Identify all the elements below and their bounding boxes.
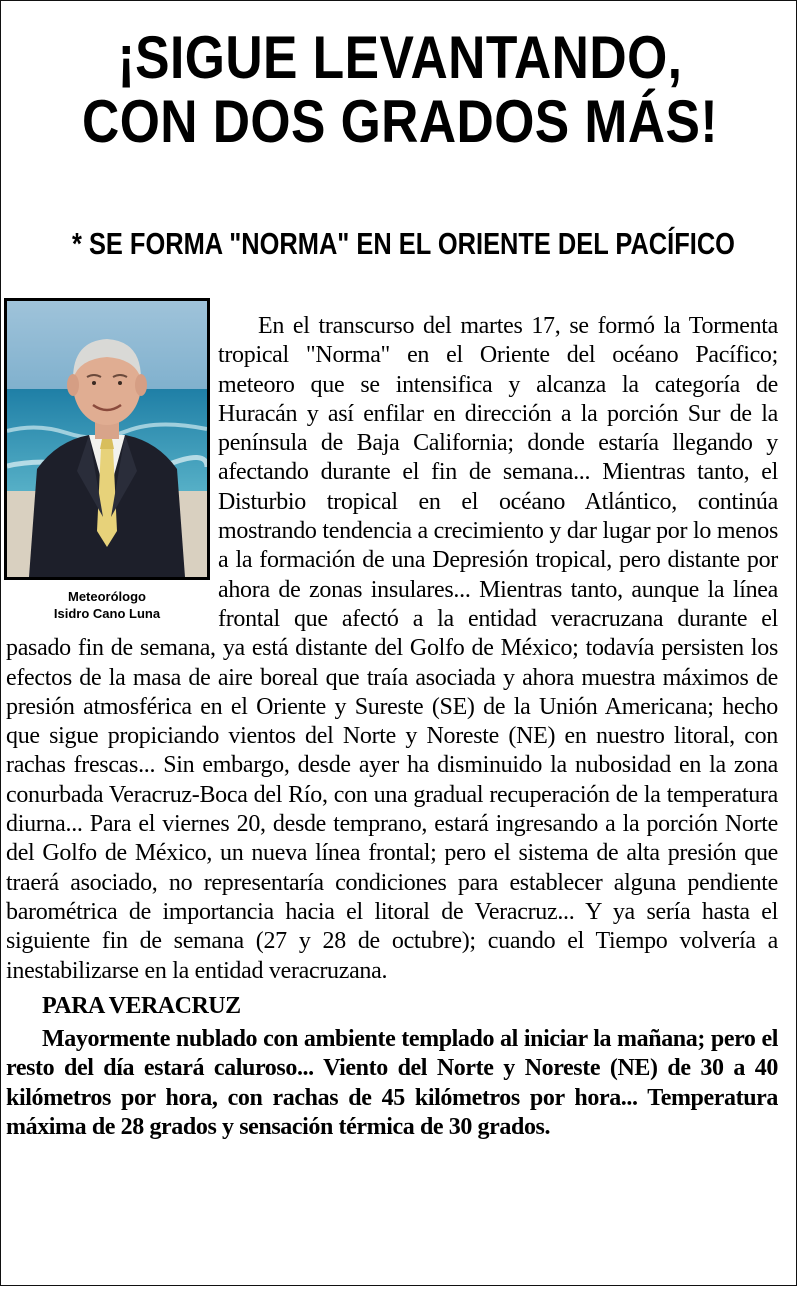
headline xyxy=(56,26,744,154)
article-paragraph: En el transcurso del martes 17, se formó la Tormenta tropical "Norma" en el Oriente del océano Pacífico; meteoro que se intensifica y alcanza la categoría de Huracán y así enfilar en dirección a la porción Sur de la península de Baja California; donde estaría llegando y afectando durante el fin de semana... Mientras tanto, el Disturbio tropical en el océano Atlántico, continúa mostrando tendencia a crecimiento y dar lugar por lo menos a la formación de una Depresión tropical, pero distante por ahora de zonas insulares... Mientras tanto, aunque la línea frontal que afectó a la entidad veracruzana durante el pasado fin de semana, ya está distante del Golfo de México; todavía persisten los efectos de la masa de aire boreal que traía asociada y ahora muestra máximos de presión atmosférica en el Oriente y Sureste (SE) de la Unión Americana; hecho que sigue propiciando vientos del Norte y Noreste (NE) en nuestro litoral, con rachas frescas... Sin embargo, desde ayer ha disminuido la nubosidad en la zona conurbada Veracruz-Boca del Río, con una gradual recuperación de la temperatura diurna... Para el viernes 20, desde temprano, estará ingresando a la porción Norte del Golfo de México, un nueva línea frontal; pero el sistema de alta presión que traerá asociado, no representaría condiciones para establecer alguna pendiente barométrica de importancia hacia el litoral de Veracruz... Y ya sería hasta el siguiente fin de semana (27 y 28 de octubre); cuando el Tiempo volvería a inestabilizarse en la entidad veracruzana. xyxy=(6,313,778,984)
article-body xyxy=(6,312,778,1142)
caption-role: Meteorólogo xyxy=(68,589,146,604)
subheadline: * SE FORMA "NORMA" EN EL ORIENTE DEL PACÍFICO xyxy=(72,226,735,261)
forecast-paragraph: Mayormente nublado con ambiente templado al iniciar la mañana; pero el resto del día estará caluroso... Viento del Norte y Noreste (NE) de 30 a 40 kilómetros por hora, con rachas de 45 kilómetros por hora... Temperatura máxima de 28 grados y sensación térmica de 30 grados. xyxy=(6,1026,778,1141)
photo-wrap-spacer xyxy=(6,312,218,634)
section-title: PARA VERACRUZ xyxy=(42,992,241,1019)
caption-name: Isidro Cano Luna xyxy=(53,606,161,621)
headline-line-1: ¡SIGUE LEVANTANDO, xyxy=(117,24,683,91)
headline-line-2: CON DOS GRADOS MÁS! xyxy=(82,88,718,155)
